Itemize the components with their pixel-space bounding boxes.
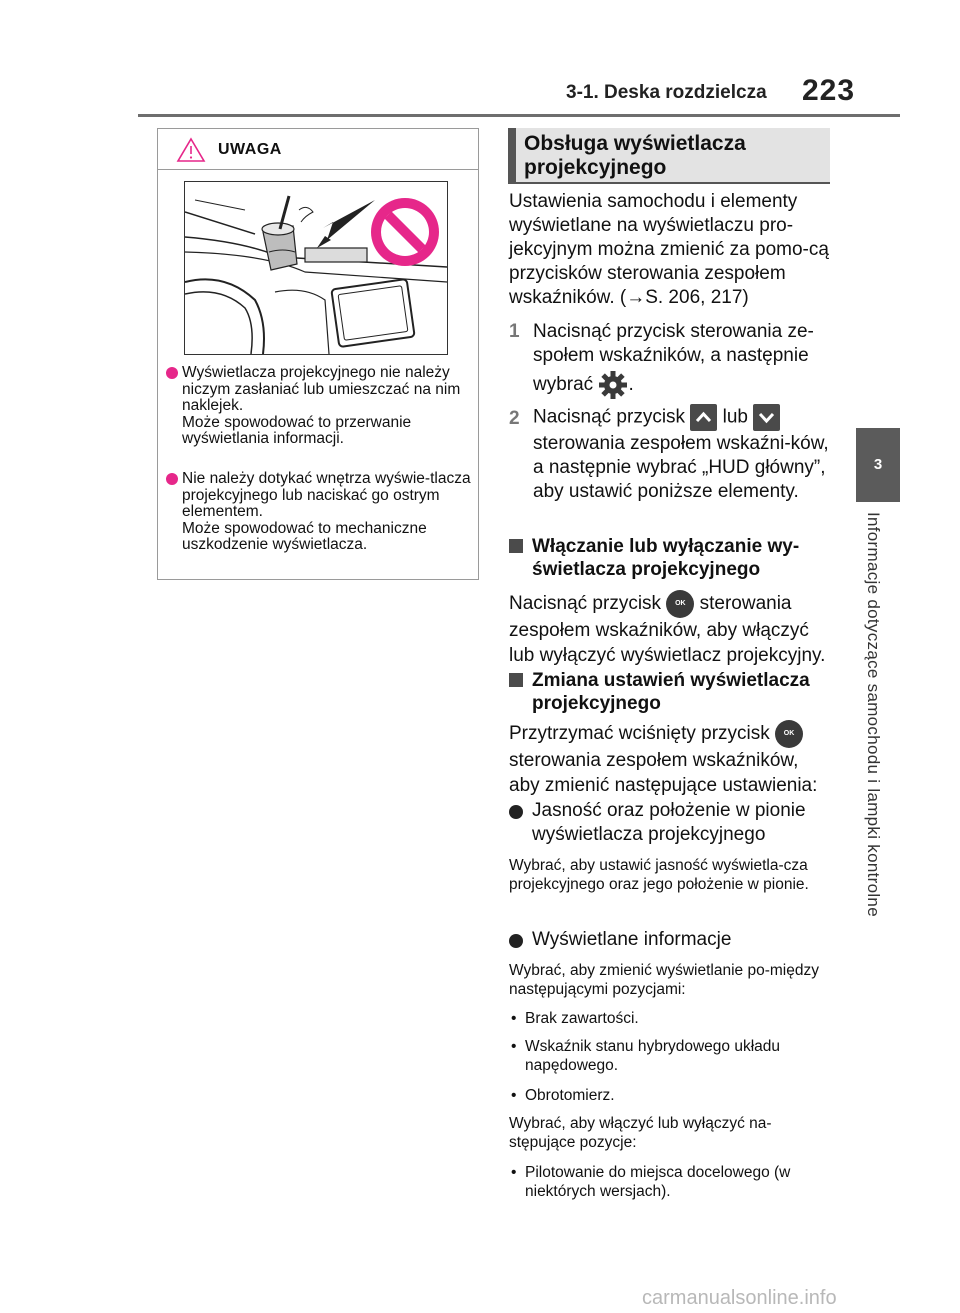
settings-gear-icon: [598, 370, 628, 400]
subsection-2-text: [509, 720, 834, 798]
sub1-text-b: sterowania zespołem wskaźników, aby włączyć lub wyłączyć wyświetlacz projekcyjny.: [509, 593, 826, 666]
warning-item-1: [166, 365, 471, 448]
brightness-description: Wybrać, aby ustawić jasność wyświetla-cza projekcyjnego oraz jego położenie w pionie.: [509, 857, 809, 893]
warning-box: [157, 128, 479, 580]
sub2-text-b: sterowania zespołem wskaźników, aby zmienić następujące ustawienia:: [509, 750, 818, 796]
warning-item-2: [166, 471, 471, 554]
subsection-title-1: Włączanie lub wyłączanie wy-świetlacza projekcyjnego: [532, 536, 800, 580]
chapter-tab: [856, 428, 900, 502]
bullet-dot: [166, 367, 178, 379]
warning-item-text: Wyświetlacza projekcyjnego nie należy niczym zasłaniać lub umieszczać na nim naklejek.: [182, 364, 461, 414]
chapter-title: Informacje dotyczące samochodu i lampki kontrolne: [864, 512, 883, 917]
subsection-1-text: [509, 590, 834, 668]
section-title: Obsługa wyświetlacza projekcyjnego: [524, 132, 746, 179]
step-2-text-b: lub: [722, 406, 748, 428]
subsection-title-2: Zmiana ustawień wyświetlacza projekcyjnego: [532, 670, 810, 714]
page-number: 223: [802, 74, 856, 107]
bullet-dot: [509, 934, 523, 948]
list-item: • Wskaźnik stanu hybrydowego układu napędowego.: [511, 1038, 781, 1074]
step-number-1: 1: [509, 321, 520, 342]
bullet-dot: [509, 805, 523, 819]
warning-triangle-icon: [176, 137, 206, 163]
heading-bar: [508, 128, 516, 182]
display-info-description: Wybrać, aby zmienić wyświetlanie po-między następującymi pozycjami:: [509, 962, 819, 998]
toggle-description: Wybrać, aby włączyć lub wyłączyć na-stępujące pozycje:: [509, 1115, 772, 1151]
bullet-dot: [166, 473, 178, 485]
warning-title: UWAGA: [218, 141, 282, 158]
warning-item-note: Może spowodować to przerwanie wyświetlania informacji.: [182, 413, 412, 447]
bullet-title-brightness: Jasność oraz położenie w pionie wyświetlacza projekcyjnego: [532, 800, 806, 845]
step-2-rest: sterowania zespołem wskaźni-ków, a następnie wybrać „HUD główny”, aby ustawić poniższe elementy.: [533, 433, 829, 502]
list-item: • Pilotowanie do miejsca docelowego (w niektórych wersjach).: [511, 1164, 791, 1200]
subsection-marker: [509, 673, 523, 687]
header-section-title: 3-1. Deska rozdzielcza: [566, 82, 767, 103]
subsection-marker: [509, 539, 523, 553]
bullet-title-display-info: Wyświetlane informacje: [532, 929, 732, 950]
dashboard-illustration: [184, 181, 448, 355]
step-number-2: 2: [509, 408, 520, 429]
step-1-select: [533, 370, 833, 400]
warning-item-note: Może spowodować to mechaniczne uszkodzenie wyświetlacza.: [182, 519, 427, 553]
list-item: • Obrotomierz.: [511, 1087, 615, 1104]
step-1-period: .: [628, 374, 634, 396]
section-heading: [508, 128, 830, 184]
warning-header: [158, 129, 478, 170]
intro-paragraph: Ustawienia samochodu i elementy wyświetlane na wyświetlaczu pro-jekcyjnym można zmienić za pomo-cą przycisków sterowania zespołem wskaźników. (→S. 206, 217): [509, 191, 829, 308]
chapter-number: 3: [873, 456, 883, 473]
watermark: carmanualsonline.info: [642, 1287, 837, 1309]
ok-button-icon: OK: [666, 590, 694, 618]
step-1-select-text: wybrać: [533, 374, 594, 396]
sub2-text-a: Przytrzymać wciśnięty przycisk: [509, 723, 770, 745]
warning-item-text: Nie należy dotykać wnętrza wyświe-tlacza projekcyjnego lub naciskać go ostrym elementem.: [182, 470, 471, 520]
sub1-text-a: Nacisnąć przycisk: [509, 593, 662, 615]
chevron-up-icon: [690, 404, 717, 431]
ok-button-icon: OK: [775, 720, 803, 748]
step-2-line1: [533, 404, 833, 431]
step-2-text-a: Nacisnąć przycisk: [533, 406, 686, 428]
list-item: • Brak zawartości.: [511, 1010, 639, 1027]
header-rule: [138, 114, 900, 117]
chevron-down-icon: [753, 404, 780, 431]
step-1-text: Nacisnąć przycisk sterowania ze-społem wskaźników, a następnie: [533, 321, 814, 366]
